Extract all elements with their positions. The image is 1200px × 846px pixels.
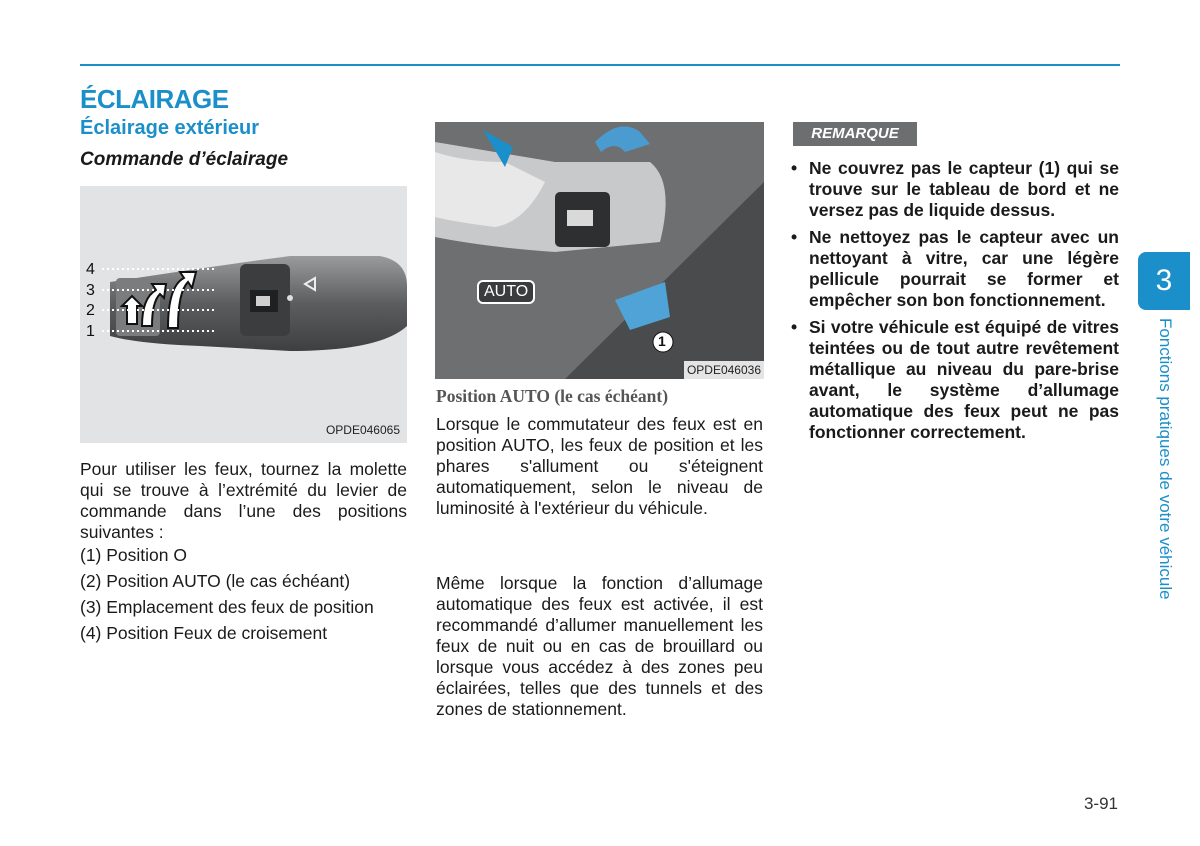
topic-heading: Commande d’éclairage bbox=[80, 149, 289, 170]
intro-paragraph: Pour utiliser les feux, tournez la molette qui se trouve à l’extrémité du levier de commande dans l’une des positions suivantes : bbox=[80, 459, 407, 542]
remark-item: • Si votre véhicule est équipé de vitres teintées ou de tout autre revêtement métallique au niveau du pare-brise avant, le système d’allumage automatique des feux peut ne pas fonctionner correctement. bbox=[790, 317, 1119, 443]
auto-drawing bbox=[435, 122, 764, 379]
label-3: 3 bbox=[86, 281, 95, 299]
remark-item: • Ne couvrez pas le capteur (1) qui se trouve sur le tableau de bord et ne versez pas de liquide dessus. bbox=[790, 158, 1119, 221]
label-2: 2 bbox=[86, 302, 95, 319]
figure-code: OPDE046065 bbox=[325, 423, 400, 437]
section-title: ÉCLAIRAGE bbox=[80, 84, 229, 114]
label-4: 4 bbox=[86, 261, 95, 278]
figure-caption: Position AUTO (le cas échéant) bbox=[436, 386, 669, 406]
remark-list bbox=[790, 158, 1119, 449]
chapter-title bbox=[1150, 318, 1180, 648]
list-item: (4) Position Feux de croisement bbox=[80, 623, 328, 643]
page-number: 3-91 bbox=[1083, 794, 1118, 813]
sensor-callout: 1 bbox=[658, 333, 666, 349]
auto-paragraph: Lorsque le commutateur des feux est en position AUTO, les feux de position et les phares s'allument ou s'éteignent automatiquement, selon le niveau de luminosité à l'extérieur du véhicule. bbox=[436, 414, 763, 518]
auto-label: AUTO bbox=[477, 280, 535, 304]
lever-illustration bbox=[80, 186, 407, 443]
auto-sensor-illustration bbox=[435, 122, 764, 379]
chapter-tab: 3 bbox=[1138, 252, 1190, 310]
remark-item: • Ne nettoyez pas le capteur avec un nettoyant à vitre, car une légère pellicule pourrait se former et empêcher son bon fonctionnement. bbox=[790, 227, 1119, 311]
chapter-title-text: Fonctions pratiques de votre véhicule bbox=[1156, 318, 1175, 600]
subsection-title: Éclairage extérieur bbox=[80, 117, 259, 139]
list-item: (3) Emplacement des feux de position bbox=[80, 597, 374, 617]
header-rule bbox=[80, 64, 1120, 66]
positions-list bbox=[80, 545, 410, 649]
position-number-labels bbox=[86, 260, 95, 342]
remark-badge: REMARQUE bbox=[793, 122, 917, 146]
lever-drawing bbox=[80, 186, 407, 443]
manual-paragraph: Même lorsque la fonction d’allumage automatique des feux est activée, il est recommandé d’allumer manuellement les feux de nuit ou en cas de brouillard ou lorsque vous accédez à des zones peu éclairées, telles que des tunnels et des zones de stationnement. bbox=[436, 573, 763, 719]
label-1: 1 bbox=[86, 322, 95, 340]
list-item: (2) Position AUTO (le cas échéant) bbox=[80, 571, 351, 591]
list-item: (1) Position O bbox=[80, 545, 187, 565]
figure-code: OPDE046036 bbox=[684, 361, 764, 379]
